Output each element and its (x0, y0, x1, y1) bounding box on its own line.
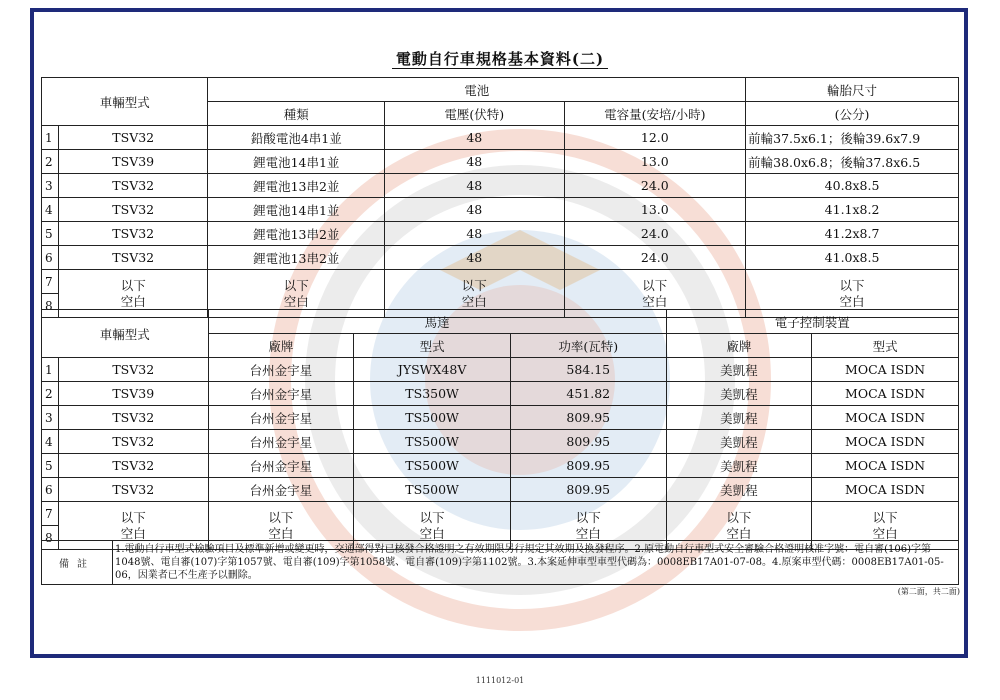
header-tire-unit: (公分) (746, 102, 959, 126)
table-row: 6 TSV32 台州金宇星 TS500W 809.95 美凱程 MOCA ISDN (42, 478, 959, 502)
table-row-blank: 8 (42, 526, 959, 550)
motor-table (41, 309, 959, 550)
header-motor-type: 型式 (354, 334, 511, 358)
document-id: 1111012-01 (475, 676, 525, 685)
document-title: 電動自行車規格基本資料(二) (0, 48, 1000, 69)
page-indicator: (第二面，共二面) (897, 587, 960, 596)
table-row-blank: 7 以下 空白 以下 空白 以下 空白 以下 空白 以下 空白 以下 空白 (42, 502, 959, 526)
battery-table (41, 77, 959, 318)
header-controller-brand: 廠牌 (666, 334, 812, 358)
table-row: 4 TSV32 鋰電池14串1並 48 13.0 41.1x8.2 (42, 198, 959, 222)
table-row: 1 TSV32 鉛酸電池4串1並 48 12.0 前輪37.5x6.1；後輪39.6x7.9 (42, 126, 959, 150)
remarks-label: 備註 (42, 541, 113, 584)
remarks-box (41, 540, 959, 585)
table-row: 4 TSV32 台州金宇星 TS500W 809.95 美凱程 MOCA ISDN (42, 430, 959, 454)
header-tire: 輪胎尺寸 (746, 78, 959, 102)
header-controller: 電子控制裝置 (666, 310, 958, 334)
table-row: 6 TSV32 鋰電池13串2並 48 24.0 41.0x8.5 (42, 246, 959, 270)
table-row: 2 TSV39 台州金宇星 TS350W 451.82 美凱程 MOCA ISDN (42, 382, 959, 406)
header-voltage: 電壓(伏特) (385, 102, 564, 126)
table-row: 3 TSV32 台州金宇星 TS500W 809.95 美凱程 MOCA ISDN (42, 406, 959, 430)
header-controller-type: 型式 (812, 334, 959, 358)
table-row: 5 TSV32 鋰電池13串2並 48 24.0 41.2x8.7 (42, 222, 959, 246)
header-capacity: 電容量(安培/小時) (564, 102, 746, 126)
header-battery: 電池 (208, 78, 746, 102)
header-battery-type: 種類 (208, 102, 385, 126)
table-row: 2 TSV39 鋰電池14串1並 48 13.0 前輪38.0x6.8；後輪37.8x6.5 (42, 150, 959, 174)
table-row: 3 TSV32 鋰電池13串2並 48 24.0 40.8x8.5 (42, 174, 959, 198)
table-row-blank: 7 以下 空白 以下 空白 以下 空白 以下 空白 以下 空白 (42, 270, 959, 294)
header-motor-brand: 廠牌 (208, 334, 354, 358)
table-row: 1 TSV32 台州金宇星 JYSWX48V 584.15 美凱程 MOCA ISDN (42, 358, 959, 382)
table-row: 5 TSV32 台州金宇星 TS500W 809.95 美凱程 MOCA ISDN (42, 454, 959, 478)
header-power: 功率(瓦特) (510, 334, 666, 358)
header-model: 車輛型式 (42, 310, 209, 358)
table-row-blank: 8 (42, 294, 959, 318)
header-motor: 馬達 (208, 310, 666, 334)
header-model: 車輛型式 (42, 78, 208, 126)
remarks-text: 1.電動自行車型式檢驗項目及標準新增或變更時，交通部得對已核發合格證明之有效期限另行規定其效期及換發程序。2.原電動自行車型式安全審驗合格證明核准字號：電自審(106)字第1048號、電自審(107)字第1057號、電自審(109)字第1058號、電自審(109)字第1102號。3.本案延伸車型車型代碼為：0008EB17A01-07-08。4.原案車型代碼：0008EB17A01-05-06，因業者已不生產予以刪除。 (115, 544, 944, 581)
